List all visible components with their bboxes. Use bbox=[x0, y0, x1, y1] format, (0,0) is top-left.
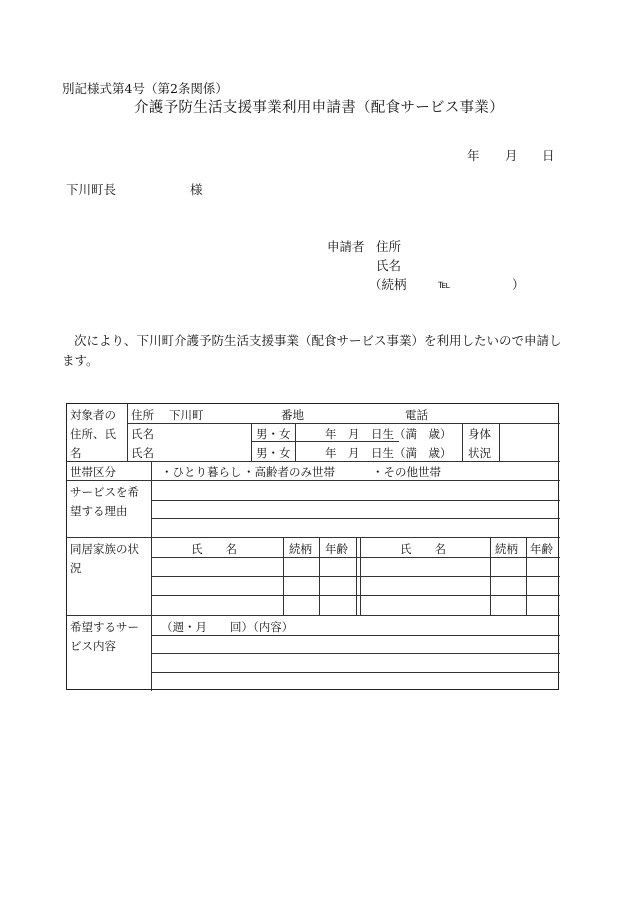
date-year: 年 bbox=[467, 148, 480, 163]
applicant-close-paren: ） bbox=[512, 277, 525, 292]
household-option-elderly: ・高齢者のみ世帯 bbox=[243, 465, 335, 479]
address-label: 住所 bbox=[131, 408, 154, 422]
applicant-relation-label: （続柄 bbox=[369, 277, 407, 292]
gender-2: 男・女 bbox=[256, 446, 291, 460]
applicant-name-label: 氏名 bbox=[376, 258, 402, 273]
service-detail: （週・月 回）（内容） bbox=[161, 620, 294, 634]
gender-1: 男・女 bbox=[256, 427, 291, 441]
application-table bbox=[66, 403, 559, 690]
body-line-2: ます。 bbox=[62, 353, 99, 368]
subject-label-2: 住所、氏 bbox=[70, 427, 116, 441]
banchi-label: 番地 bbox=[281, 408, 304, 422]
family-header-relation-1: 続柄 bbox=[289, 542, 312, 556]
name-label-2: 氏名 bbox=[131, 446, 154, 460]
page-title: 介護予防生活支援事業利用申請書（配食サービス事業） bbox=[134, 100, 504, 116]
family-label-1: 同居家族の状 bbox=[70, 542, 139, 556]
name-label-1: 氏名 bbox=[131, 427, 154, 441]
reason-label-1: サービスを希 bbox=[70, 485, 139, 499]
body-label: 身体 bbox=[468, 427, 491, 441]
service-label-2: ビス内容 bbox=[70, 639, 116, 653]
household-option-other: ・その他世帯 bbox=[372, 465, 441, 479]
household-label: 世帯区分 bbox=[70, 465, 116, 479]
family-label-2: 況 bbox=[70, 561, 82, 575]
family-header-age-1: 年齢 bbox=[325, 542, 348, 556]
household-option-alone: ・ひとり暮らし bbox=[161, 465, 242, 479]
status-label: 状況 bbox=[468, 446, 491, 460]
honorific: 様 bbox=[190, 182, 203, 197]
addressee: 下川町長 bbox=[66, 182, 117, 197]
subject-label-1: 対象者の bbox=[70, 408, 116, 422]
birth-1: 年 月 日生（満 歳） bbox=[325, 427, 452, 441]
family-header-age-2: 年齢 bbox=[530, 542, 553, 556]
family-header-relation-2: 続柄 bbox=[495, 542, 518, 556]
body-line-1: 次により、下川町介護予防生活支援事業（配食サービス事業）を利用したいので申請し bbox=[74, 333, 562, 348]
phone-label: 電話 bbox=[405, 408, 428, 422]
subject-label-3: 名 bbox=[70, 446, 82, 460]
town-name: 下川町 bbox=[169, 408, 204, 422]
date-month: 月 bbox=[505, 148, 518, 163]
tel-label: ℡ bbox=[438, 277, 451, 291]
form-number: 別記様式第4号（第2条関係） bbox=[62, 81, 228, 96]
service-label-1: 希望するサー bbox=[70, 620, 139, 634]
date-day: 日 bbox=[542, 148, 555, 163]
applicant-label: 申請者 bbox=[327, 239, 365, 254]
family-header-name-1: 氏 名 bbox=[191, 542, 237, 556]
birth-2: 年 月 日生（満 歳） bbox=[325, 446, 452, 460]
family-header-name-2: 氏 名 bbox=[400, 542, 446, 556]
applicant-address-label: 住所 bbox=[376, 239, 402, 254]
reason-label-2: 望する理由 bbox=[70, 504, 128, 518]
